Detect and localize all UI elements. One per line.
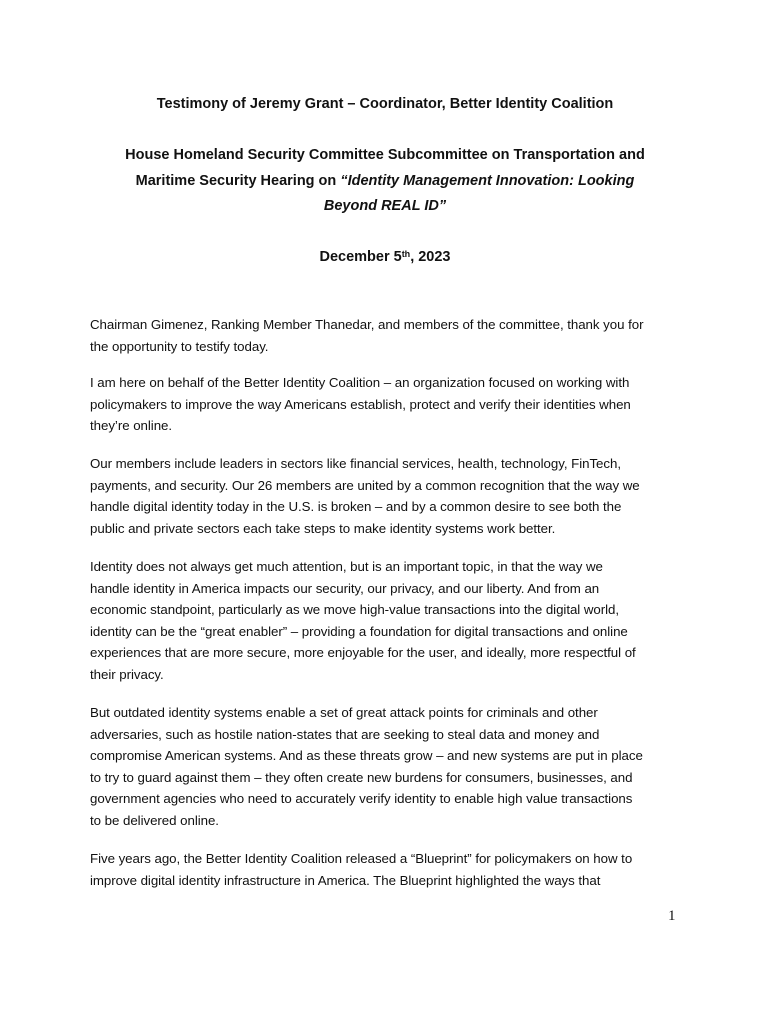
paragraph-line: identity can be the “great enabler” – providing a foundation for digital transactions and online bbox=[90, 623, 628, 639]
paragraph-line: economic standpoint, particularly as we move high-value transactions into the digital world, bbox=[90, 602, 620, 618]
paragraph-outdated-systems bbox=[90, 702, 682, 832]
paragraph-identity-importance bbox=[90, 556, 682, 686]
date-day: December 5 bbox=[319, 249, 402, 265]
hearing-title-line-3 bbox=[0, 194, 770, 219]
paragraph-line: public and private sectors each take steps to make identity systems work better. bbox=[90, 520, 556, 536]
hearing-title-line-2 bbox=[0, 169, 770, 194]
hearing-date bbox=[0, 245, 770, 270]
date-year: , 2023 bbox=[410, 249, 451, 265]
hearing-topic-italic-end: Beyond REAL ID” bbox=[323, 198, 447, 214]
paragraph-line: handle identity in America impacts our security, our privacy, and our liberty. And from an bbox=[90, 580, 600, 596]
testimony-title: Testimony of Jeremy Grant – Coordinator, Better Identity Coalition bbox=[156, 96, 614, 112]
paragraph-members bbox=[90, 453, 682, 539]
paragraph-line: compromise American systems. And as these threats grow – and new systems are put in place bbox=[90, 748, 643, 764]
paragraph-line: improve digital identity infrastructure in America. The Blueprint highlighted the ways that bbox=[90, 872, 601, 888]
paragraph-line: to be delivered online. bbox=[90, 812, 219, 828]
date-ordinal-suffix: th bbox=[401, 249, 411, 259]
paragraph-line: handle digital identity today in the U.S. is broken – and by a common desire to see both the bbox=[90, 499, 622, 515]
paragraph-line: policymakers to improve the way Americans establish, protect and verify their identities when bbox=[90, 396, 631, 412]
paragraph-blueprint bbox=[90, 848, 682, 891]
paragraph-line: I am here on behalf of the Better Identity Coalition – an organization focused on working with bbox=[90, 375, 630, 390]
paragraph-opening bbox=[90, 314, 682, 357]
paragraph-line: But outdated identity systems enable a set of great attack points for criminals and other bbox=[90, 705, 598, 720]
page-number: 1 bbox=[668, 908, 676, 924]
paragraph-line: government agencies who need to accurately verify identity to enable high value transactions bbox=[90, 791, 633, 807]
paragraph-line: Identity does not always get much attention, but is an important topic, in that the way we bbox=[90, 559, 603, 574]
paragraph-line: Our members include leaders in sectors like financial services, health, technology, FinTech, bbox=[90, 456, 621, 471]
paragraph-coalition-intro bbox=[90, 372, 682, 437]
paragraph-line: payments, and security. Our 26 members are united by a common recognition that the way we bbox=[90, 477, 640, 493]
hearing-title-prefix: Maritime Security Hearing on bbox=[135, 173, 341, 189]
paragraph-line: they’re online. bbox=[90, 418, 173, 434]
paragraph-line: Chairman Gimenez, Ranking Member Thanedar, and members of the committee, thank you for bbox=[90, 317, 644, 332]
paragraph-line: the opportunity to testify today. bbox=[90, 338, 269, 354]
paragraph-line: adversaries, such as hostile nation-states that are seeking to steal data and money and bbox=[90, 726, 600, 742]
hearing-topic-italic: “Identity Management Innovation: Looking bbox=[340, 173, 635, 189]
paragraph-line: their privacy. bbox=[90, 666, 164, 682]
paragraph-line: Five years ago, the Better Identity Coalition released a “Blueprint” for policymakers on how to bbox=[90, 851, 633, 866]
hearing-title-line-1: House Homeland Security Committee Subcommittee on Transportation and bbox=[125, 147, 645, 163]
paragraph-line: experiences that are more secure, more enjoyable for the user, and ideally, more respectful of bbox=[90, 645, 636, 661]
paragraph-line: to try to guard against them – they often create new burdens for consumers, businesses, and bbox=[90, 769, 633, 785]
